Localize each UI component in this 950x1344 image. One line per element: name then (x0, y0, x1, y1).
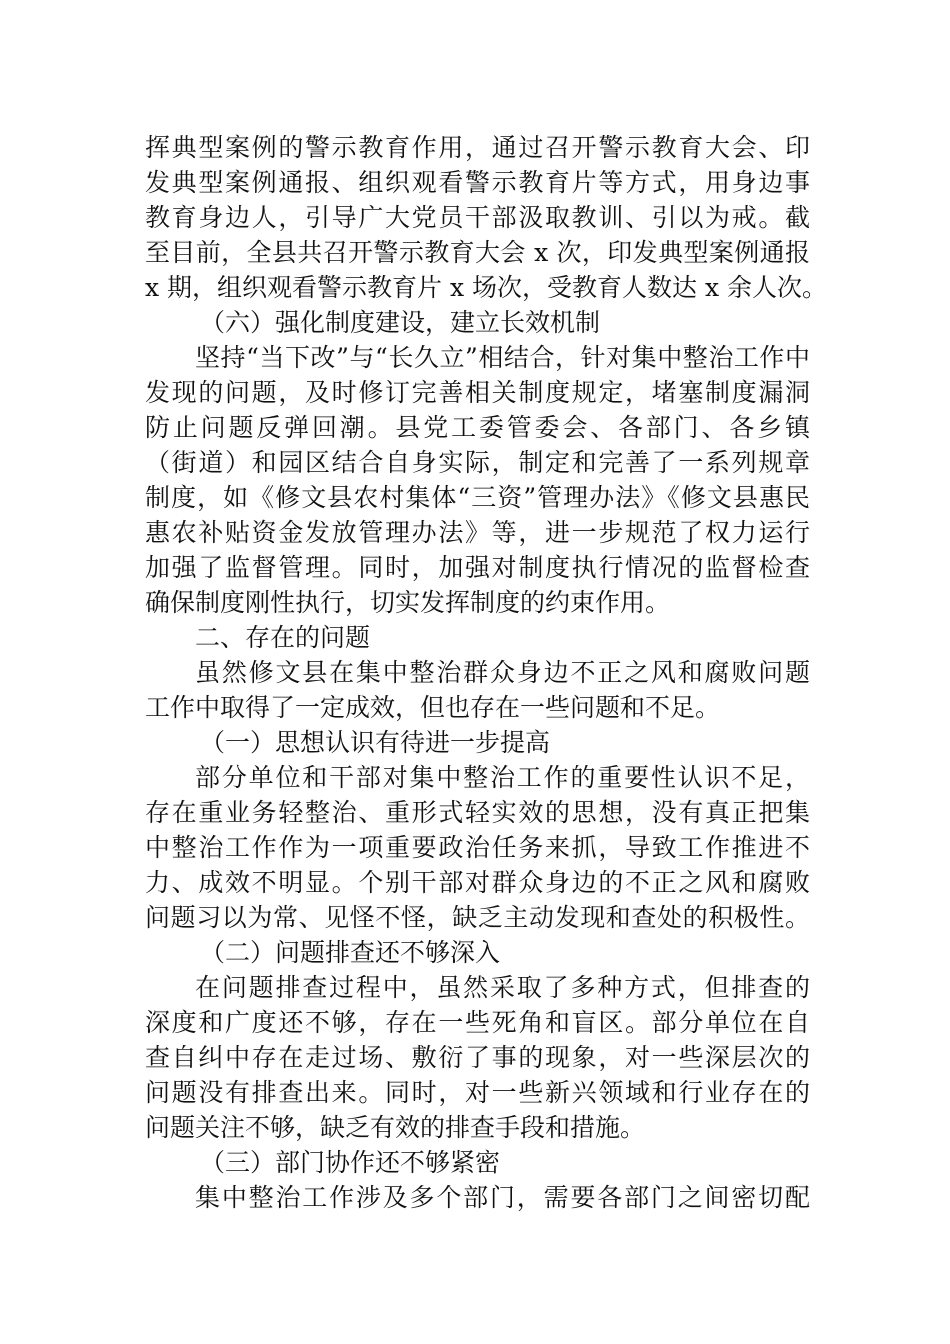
body-text-line: x 期，组织观看警示教育片 x 场次，受教育人数达 x 余人次。 (145, 273, 828, 302)
section-heading: （六）强化制度建设，建立长效机制 (200, 308, 601, 337)
body-text-line: 发典型案例通报、组织观看警示教育片等方式，用身边事 (145, 168, 810, 197)
body-text-line: 坚持“当下改”与“长久立”相结合，针对集中整治工作中 (195, 343, 810, 372)
body-text-line: 力、成效不明显。个别干部对群众身边的不正之风和腐败 (145, 868, 810, 897)
body-text-line: 虽然修文县在集中整治群众身边不正之风和腐败问题 (195, 658, 810, 687)
body-text-line: 问题关注不够，缺乏有效的排查手段和措施。 (145, 1113, 646, 1142)
section-heading: （一）思想认识有待进一步提高 (200, 728, 551, 757)
body-text-line: 部分单位和干部对集中整治工作的重要性认识不足， (195, 763, 810, 792)
body-text-line: 存在重业务轻整治、重形式轻实效的思想，没有真正把集 (145, 798, 810, 827)
body-text-line: 问题习以为常、见怪不怪，缺乏主动发现和查处的积极性。 (145, 903, 810, 932)
body-text-line: 加强了监督管理。同时，加强对制度执行情况的监督检查 (145, 553, 810, 582)
body-text-line: （街道）和园区结合自身实际，制定和完善了一系列规章 (145, 448, 810, 477)
body-text-line: 在问题排查过程中，虽然采取了多种方式，但排查的 (195, 973, 810, 1002)
section-heading: （二）问题排查还不够深入 (200, 938, 501, 967)
body-text-line: 教育身边人，引导广大党员干部汲取教训、引以为戒。截 (145, 203, 810, 232)
body-text-line: 惠农补贴资金发放管理办法》等，进一步规范了权力运行 (145, 518, 810, 547)
body-text-line: 查自纠中存在走过场、敷衍了事的现象，对一些深层次的 (145, 1043, 810, 1072)
body-text-line: 至目前，全县共召开警示教育大会 x 次，印发典型案例通报 (145, 238, 810, 267)
body-text-line: 问题没有排查出来。同时，对一些新兴领域和行业存在的 (145, 1078, 810, 1107)
body-text-line: 挥典型案例的警示教育作用，通过召开警示教育大会、印 (145, 133, 810, 162)
body-text-line: 集中整治工作涉及多个部门，需要各部门之间密切配 (195, 1183, 810, 1212)
body-text-line: 深度和广度还不够，存在一些死角和盲区。部分单位在自 (145, 1008, 810, 1037)
body-text-line: 发现的问题，及时修订完善相关制度规定，堵塞制度漏洞 (145, 378, 810, 407)
section-heading: （三）部门协作还不够紧密 (200, 1148, 501, 1177)
body-text-line: 防止问题反弹回潮。县党工委管委会、各部门、各乡镇 (145, 413, 810, 442)
body-text-line: 制度，如《修文县农村集体“三资”管理办法》《修文县惠民 (145, 483, 810, 512)
body-text-line: 中整治工作作为一项重要政治任务来抓，导致工作推进不 (145, 833, 810, 862)
body-text-line: 工作中取得了一定成效，但也存在一些问题和不足。 (145, 693, 721, 722)
body-text-line: 确保制度刚性执行，切实发挥制度的约束作用。 (145, 588, 671, 617)
section-heading: 二、存在的问题 (195, 623, 371, 652)
